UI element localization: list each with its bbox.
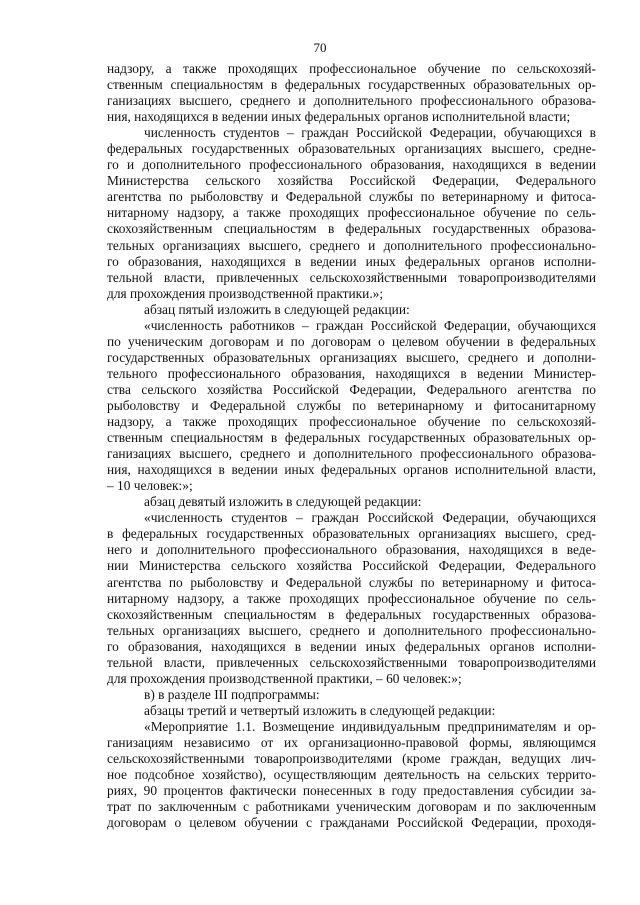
text-line: «численность работников – граждан Российской Федерации, обучающихся <box>144 317 596 333</box>
text-line: абзац девятый изложить в следующей редакции: <box>144 494 422 510</box>
text-line: для прохождения производственной практики.»; <box>107 285 384 301</box>
document-body <box>107 61 596 831</box>
text-line: абзацы третий и четвертый изложить в следующей редакции: <box>144 702 496 718</box>
text-line: в) в разделе III подпрограммы: <box>144 686 320 702</box>
text-line: тельной власти, привлеченных сельскохозяйственными товаропроизводителями <box>107 654 596 670</box>
text-line: ственным специальностям в федеральных государственных образовательных ор- <box>107 77 596 93</box>
text-line: тельного профессионального образования, находящихся в ведении Министер- <box>107 365 596 381</box>
page-number: 70 <box>313 40 327 55</box>
text-line: для прохождения производственной практики, – 60 человек:»; <box>107 670 462 686</box>
text-line: ственным специальностям в федеральных государственных образовательных ор- <box>107 430 596 446</box>
text-line: ганизациям независимо от их организационно-правовой формы, являющимся <box>107 734 596 750</box>
text-line: нии Министерства сельского хозяйства Российской Федерации, Федерального <box>107 558 596 574</box>
text-line: агентства по рыболовству и Федеральной службы по ветеринарному и фитоса- <box>107 189 596 205</box>
text-line: ния, находящихся в ведении иных федеральных органов исполнительной власти; <box>107 109 571 125</box>
text-line: государственных образовательных организациях высшего, среднего и дополни- <box>107 349 596 365</box>
text-line: риях, 90 процентов фактически понесенных в году предоставления субсидии за- <box>107 783 596 799</box>
text-line: тельной власти, привлеченных сельскохозяйственными товаропроизводителями <box>107 269 596 285</box>
text-line: него и дополнительного профессионального образования, находящихся в веде- <box>107 542 596 558</box>
text-line: го образования, находящихся в ведении иных федеральных органов исполни- <box>107 638 596 654</box>
text-line: ганизациях высшего, среднего и дополнительного профессионального образова- <box>107 446 596 462</box>
text-line: го и дополнительного профессионального образования, находящихся в ведении <box>107 157 596 173</box>
text-line: ное подсобное хозяйство), осуществляющим деятельность на сельских террито- <box>107 767 596 783</box>
text-line: скохозяйственным специальностям в федеральных государственных образова- <box>107 606 596 622</box>
text-line: Министерства сельского хозяйства Российской Федерации, Федерального <box>107 173 596 189</box>
text-line: в федеральных государственных образовательных организациях высшего, сред- <box>107 526 596 542</box>
text-line: скохозяйственным специальностям в федеральных государственных образова- <box>107 221 596 237</box>
text-line: «численность студентов – граждан Российской Федерации, обучающихся <box>144 510 596 526</box>
text-line: ства сельского хозяйства Российской Федерации, Федерального агентства по <box>107 381 596 397</box>
text-line: рыболовству и Федеральной службы по ветеринарному и фитосанитарному <box>107 397 596 413</box>
text-line: федеральных государственных образовательных организациях высшего, средне- <box>107 141 596 157</box>
text-line: нитарному надзору, а также проходящих профессиональное обучение по сель- <box>107 590 596 606</box>
text-line: абзац пятый изложить в следующей редакции: <box>144 301 410 317</box>
text-line: трат по заключенным с работниками ученическим договорам и по заключенным <box>107 799 596 815</box>
text-line: нитарному надзору, а также проходящих профессиональное обучение по сель- <box>107 205 596 221</box>
text-line: надзору, а также проходящих профессиональное обучение по сельскохозяй- <box>107 414 596 430</box>
text-line: надзору, а также проходящих профессиональное обучение по сельскохозяй- <box>107 61 596 76</box>
text-line: по ученическим договорам и по договорам о целевом обучении в федеральных <box>107 333 596 349</box>
text-line: ганизациях высшего, среднего и дополнительного профессионального образова- <box>107 93 596 109</box>
text-line: договорам о целевом обучении с гражданами Российской Федерации, проходя- <box>107 815 596 831</box>
text-line: сельскохозяйственными товаропроизводителями (кроме граждан, ведущих лич- <box>107 751 596 767</box>
text-line: агентства по рыболовству и Федеральной службы по ветеринарному и фитоса- <box>107 574 596 590</box>
text-line: численность студентов – граждан Российской Федерации, обучающихся в <box>144 125 596 141</box>
text-line: «Мероприятие 1.1. Возмещение индивидуальным предпринимателям и ор- <box>144 718 596 734</box>
text-line: ния, находящихся в ведении иных федеральных органов исполнительной власти, <box>107 462 596 478</box>
text-line: тельных организациях высшего, среднего и дополнительного профессионально- <box>107 622 596 638</box>
text-line: го образования, находящихся в ведении иных федеральных органов исполни- <box>107 253 596 269</box>
text-line: – 10 человек:»; <box>107 478 193 494</box>
text-line: тельных организациях высшего, среднего и дополнительного профессионально- <box>107 237 596 253</box>
